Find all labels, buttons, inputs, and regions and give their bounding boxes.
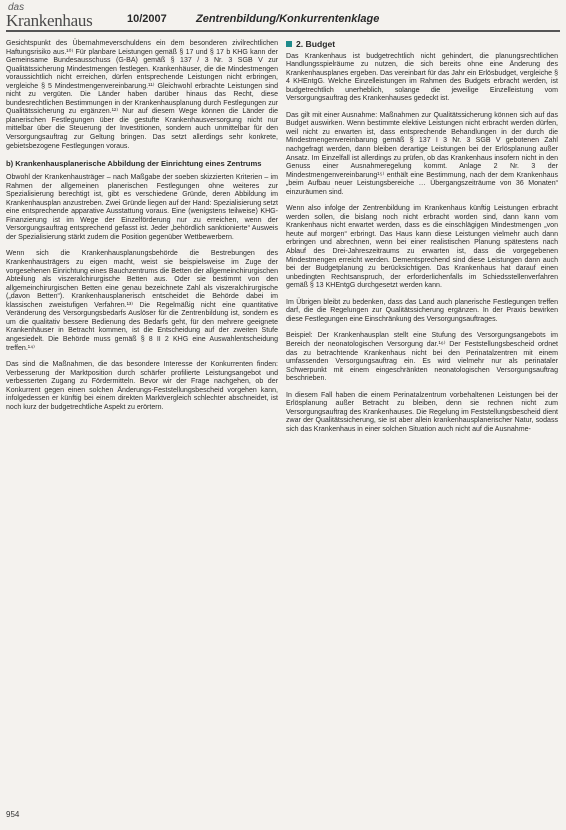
paragraph: Obwohl der Krankenhausträger – nach Maßgabe der soeben skizzierten Kriterien – im Rahmen der allgemeinen planerischen Festlegungen ohne weiteres zur Spezialisierung berechtigt ist, gibt es verschiedene Gründe, deren Abbildung im Krankenhausplan anzustreben. Zwei Gründe liegen auf der Hand: Spezialisierung setzt eine entsprechende apparative Ausstattung voraus. Eine (wenigstens teilweise) KHG-Finanzierung ist im Wege der Einzelförderung nur zu erreichen, wenn der Versorgungsauftrag entsprechend gefasst ist. Jeder „behördlich sanktionierte“ Ausweis der Spezialisierung stärkt zudem die Position gegenüber Wettbewerbern. <box>6 174 278 241</box>
paragraph: Das gilt mit einer Ausnahme: Maßnahmen zur Qualitätssicherung können sich auf das Budget auswirken. Wenn bestimmte elektive Leistungen nicht erbracht werden dürfen, weil nicht zu erwarten ist, dass entsprechende Behandlungen in der durch die Mindestmengenvereinbarung gemäß § 137 I 3 Nr. 3 SGB V gebotenen Zahl nachgefragt werden, dann bleiben derartige Leistungen bei der Erlösplanung außer Ansatz. Im Einzelfall ist allerdings zu prüfen, ob das Krankenhaus insofern nicht in den Genuss einer Ausnahmeregelung kommt. Anlage 2 Nr. 3 der Mindestmengenvereinbarung¹⁵⁾ enthält eine Bestimmung, nach der dem Krankenhaus „beim Aufbau neuer Leistungsbereiche … Übergangszeiträume von 36 Monaten“ einzuräumen sind. <box>286 111 558 196</box>
header-rule <box>6 30 560 32</box>
paragraph: In diesem Fall haben die einem Perinatalzentrum vorbehaltenen Leistungen bei der Erlösplanung außer Betracht zu bleiben, denn sie rechnen nicht zum Versorgungsauftrag des Krankenhauses. Die Regelung im Feststellungsbescheid dient zwar der Qualitätssicherung, sie ist aber allein krankenhausplanerischer Natur, sodass sich das Krankenhaus in einer solchen Situation auch nicht auf die Ausnahme- <box>286 391 558 433</box>
paragraph: Wenn sich die Krankenhausplanungsbehörde die Bestrebungen des Krankenhausträgers zu eigen macht, weist sie beispielsweise im Zuge der vorgesehenen Einrichtung eines Bauchzentrums die Betten der allgemeinchirurgischen Abteilung als viszeralchirurgische Betten aus. Oder sie bestimmt von den allgemeinchirurgischen Betten eine genau bezeichnete Zahl als viszeralchirurgische („davon Betten“). Krankenhausplanerisch entscheidet die Behörde dabei im klassischen zweistufigen Verfahren.¹³⁾ Die Regelmäßig nicht eine quantitative Veränderung des Versorgungsbedarfs Auslöser für die Zentrenbildung ist, sondern es um die qualitativ bessere Bedienung des Bedarfs geht, für den mehrere geeignete Krankenhäuser in Betracht kommen, ist die Entscheidung auf der zweiten Stufe angesiedelt. Die Behörde muss gemäß § 8 II 2 KHG eine Auswahlentscheidung treffen.¹⁴⁾ <box>6 250 278 352</box>
logo-small-text: das <box>8 2 25 13</box>
paragraph: Im Übrigen bleibt zu bedenken, dass das Land auch planerische Festlegungen treffen darf, die die Regelungen zur Qualitätssicherung ergänzen. In der Praxis bewirken diese Festlegungen eine Einschränkung des Versorgungsauftrages. <box>286 298 558 323</box>
square-bullet-icon <box>286 41 292 47</box>
paragraph: Gesichtspunkt des Übernahmeverschuldens ein dem besonderen zivilrechtlichen Haftungsrisiko aus.¹⁰⁾ Für planbare Leistungen gemäß § 17 und § 17 b KHG kann der Gemeinsame Bundesausschuss (G-BA) gemäß § 137 / 3 Nr. 3 SGB V zur Qualitätssicherung Mindestmengen festlegen. Krankenhäuser, die die Mindestmengen voraussichtlich nicht erreichen, dürfen entsprechende Leistungen nicht erbringen, vergleiche § 5 Mindestmengenvereinbarung.¹¹⁾ Gleichwohl erbrachte Leistungen sind nicht zu vergüten. Die Länder haben darüber hinaus das Recht, diese bundesrechtlichen Bestimmungen in der Krankenhausplanung durch Festlegungen zur Qualitätssicherung zu ergänzen.¹²⁾ Nur auf diesem Wege können die Länder die planerischen Festlegungen über die gestufte Krankenhausversorgung nicht nur mittelbar über die Steuerung der Investitionen, sondern auch unmittelbar für den Versorgungsauftrag zur Geltung bringen. Das setzt allerdings sehr konkrete, gebietsbezogene Festlegungen voraus. <box>6 40 278 150</box>
subheading: b) Krankenhausplanerische Abbildung der Einrichtung eines Zentrums <box>6 159 262 169</box>
paragraph: Beispiel: Der Krankenhausplan stellt eine Stufung des Versorgungsangebots im Bereich der neonatologischen Versorgung dar.¹⁶⁾ Der Feststellungsbescheid ordnet das zu betrachtende Krankenhaus nicht bei den Perinatalzentren mit einem umfassenden Versorgungsauftrag ein. Es wird vielmehr nur als perinataler Schwerpunkt mit einem eingeschränkten neonatologischen Versorgungsauftrag beschrieben. <box>286 332 558 383</box>
paragraph: Wenn also infolge der Zentrenbildung im Krankenhaus künftig Leistungen erbracht werden sollen, die bislang noch nicht erbracht worden sind, dann kann vom Krankenhaus nicht erwartet werden, dass es die einschlägigen Mindestmengen „von heute auf morgen“ erbringt. Das Haus kann diese Leistungen vielmehr auch dann erbringen und abrechnen, wenn bei einer realistischen Planung spätestens nach Ablauf des Drei-Jahreszeitraums zu erwarten ist, dass die vorgegebenen Mindestmengen erreicht werden. Dementsprechend sind diese Leistungen dann auch bei der Budgetplanung zu berücksichtigen. Das Krankenhaus hat darauf einen unbedingten Rechtsanspruch, der erforderlichenfalls im Schiedsstellenverfahren gemäß § 13 KHEntgG durchgesetzt werden kann. <box>286 205 558 290</box>
page-number: 954 <box>6 810 20 819</box>
paragraph: Das Krankenhaus ist budgetrechtlich nicht gehindert, die planungsrechtlichen Handlungsspielräume zu nutzen, die sich bereits ohne eine Änderung des Krankenhausplanes ergeben. Das vereinbart für das Jahr ein Erlösbudget, vergleiche § 4 KHEntgG. Welche Einzelleistungen im Rahmen des Budgets erbracht werden, ist budgetrechtlich unerheblich, solange die jeweilige Einzelleistung vom Versorgungsauftrag des Krankenhauses gedeckt ist. <box>286 52 558 103</box>
paragraph: Das sind die Maßnahmen, die das besondere Interesse der Konkurrenten finden: Verbesserung der Marktposition durch schärfer profilierte Leistungsangebot und verbesserten Zugang zu Fördermitteln. Bevor wir der Frage nachgehen, ob der Konkurrent gegen einen solchen Änderungs-Feststellungsbescheid vorgehen kann, infolgedessen er künftig bei einem direkten Marktvergleich schlechter abschneidet, ist noch kurz der budgetrechtliche Aspekt zu erörtern. <box>6 361 278 411</box>
logo-main-text: Krankenhaus <box>6 11 93 30</box>
left-column <box>6 40 278 420</box>
section-title: Zentrenbildung/Konkurrentenklage <box>196 13 380 25</box>
section-heading-text: 2. Budget <box>296 39 336 49</box>
magazine-logo <box>6 2 116 32</box>
issue-number: 10/2007 <box>127 13 167 25</box>
right-column <box>286 40 558 442</box>
section-heading <box>286 40 558 49</box>
